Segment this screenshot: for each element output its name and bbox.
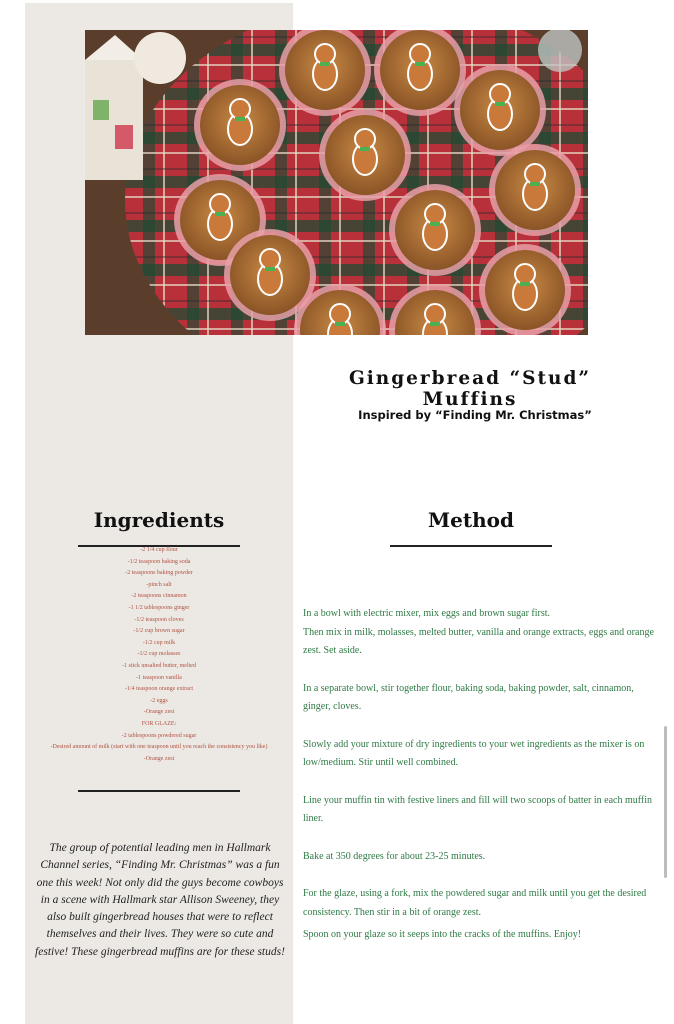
method-step: Line your muffin tin with festive liners and fill will two scoops of batter in each muffin liner. (303, 794, 653, 824)
ingredient-item: -1/2 cup molasses (137, 651, 181, 658)
recipe-title: Gingerbread “Stud” Muffins (348, 368, 592, 410)
ingredient-item: -1/2 teaspoon baking soda (127, 558, 191, 565)
ingredient-item: -2 teaspoons baking powder (125, 570, 193, 577)
method-step: In a bowl with electric mixer, mix eggs and brown sugar first. (303, 608, 551, 619)
recipe-subtitle: Inspired by “Finding Mr. Christmas” (358, 408, 592, 422)
method-heading: Method (428, 508, 514, 532)
method-step: Slowly add your mixture of dry ingredients to your wet ingredients as the mixer is on low/medium. Stir until well combined. (303, 738, 645, 768)
method-step: Bake at 350 degrees for about 23-25 minutes. (303, 850, 486, 862)
method-steps (303, 605, 658, 945)
ingredient-item: -2 eggs (150, 697, 168, 704)
method-divider (390, 545, 552, 547)
ingredient-item: -1/2 teaspoon cloves (134, 616, 184, 623)
method-step: Then mix in milk, molasses, melted butter, vanilla and orange extracts, eggs and orange zest. Set aside. (303, 626, 654, 656)
ingredient-item: FOR GLAZE: (141, 720, 177, 727)
ingredients-heading: Ingredients (93, 508, 225, 532)
method-step: In a separate bowl, stir together flour, baking soda, baking powder, salt, cinnamon, ginger, cloves. (303, 682, 634, 712)
ingredient-item: -1 teaspoon vanilla (136, 674, 182, 681)
method-step: Spoon on your glaze so it seeps into the cracks of the muffins. Enjoy! (303, 929, 582, 940)
ingredient-item: -2 tablespoons powdered sugar (121, 732, 197, 739)
scrollbar[interactable] (664, 726, 667, 878)
ingredient-item: -1/2 cup brown sugar (133, 628, 185, 635)
ingredient-item: -1 stick unsalted butter, melted (122, 662, 196, 669)
story-paragraph: The group of potential leading men in Hallmark Channel series, “Finding Mr. Christmas” was a fun one this week! Not only did the guys become cowboys in a scene with Hallmark star Allison Sweeney, they also built gingerbread houses that were to reflect themselves and their lives. They were so cute and festive! These gingerbread muffins are for these studs! (35, 842, 285, 958)
muffins-photo (85, 30, 588, 335)
ingredient-item: -1/2 cup milk (142, 639, 176, 646)
ingredient-item: -Orange zest (143, 709, 175, 716)
ingredients-list (40, 545, 278, 765)
ingredient-item: -1 1/2 tablespoons ginger (128, 604, 190, 611)
ingredient-item: -pinch salt (146, 581, 172, 588)
method-step: For the glaze, using a fork, mix the powdered sugar and milk until you get the desired consistency. Then stir in a bit of orange zest. (303, 888, 647, 918)
ingredient-item: -2 teaspoons cinnamon (131, 593, 187, 600)
ingredient-item: -Desired amount of milk (start with one teaspoon until you reach the consistency you like) (50, 744, 268, 751)
ingredient-item: -Orange zest (143, 755, 175, 762)
ingredient-item: -1/4 teaspoon orange extract (124, 686, 194, 693)
ingredient-item: -2 1/4 cup flour (140, 547, 178, 553)
ingredients-divider-bottom (78, 790, 240, 792)
